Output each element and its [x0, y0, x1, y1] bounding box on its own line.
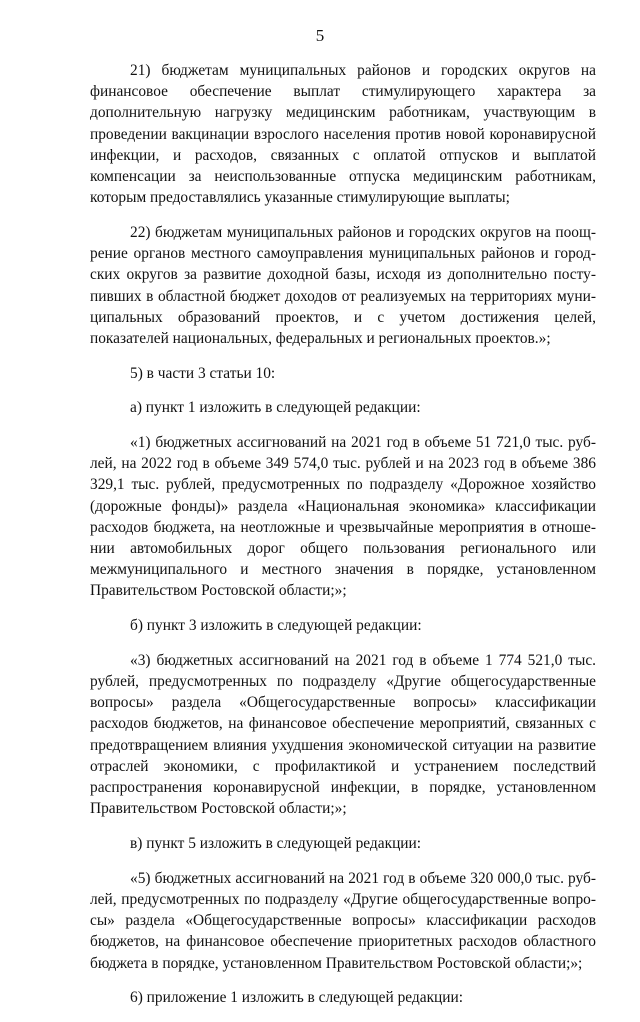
page-number: 5	[315, 26, 325, 45]
paragraph-subitem-b-intro: б) пункт 3 изложить в следующей редакции:	[130, 617, 422, 635]
paragraph-point-1-text: «1) бюджетных ассигнований на 2021 год в объеме 51 721,0 тыс. рублей, на 2022 год в объеме 349 574,0 тыс. рублей и на 2023 год в объеме 386 329,1 тыс. рублей, предусмотренных по подразделу «Дорожное хозяйство (дорожные фонды)» раздела «Национальная экономика» классификации расходов бюджета, на неотложные и чрезвычайные мероприятия в отношении автомобильных дорог общего пользования регионального или межмуниципального и местного значения в порядке, установленном Правительством Ростовской области;»;	[90, 434, 596, 600]
paragraph-item-6-appendix1: 6) приложение 1 изложить в следующей редакции:	[130, 989, 464, 1007]
paragraph-subitem-v-intro: в) пункт 5 изложить в следующей редакции:	[130, 835, 422, 852]
paragraph-point-3-text: «3) бюджетных ассигнований на 2021 год в объеме 1 774 521,0 тыс. рублей, предусмотренных по подразделу «Другие общегосударственные вопросы» раздела «Общегосударственные вопросы» классификации расходов бюджетов, на финансовое обеспечение мероприятий, связанных с предотвращением влияния ухудшения экономической ситуации на развитие отраслей экономики, с профилактикой и устранением последствий распространения коронавирусной инфекции, в порядке, установленном Правительством Ростовской области;»;	[90, 651, 596, 818]
paragraph-subitem-a-intro: а) пункт 1 изложить в следующей редакции:	[130, 399, 421, 417]
paragraph-item-22: 22) бюджетам муниципальных районов и городских округов на поощрение органов местного самоуправления муниципальных районов и городских округов за развитие доходной базы, исходя из дополнительно поступивших в областной бюджет доходов от реализуемых на территориях муниципальных образований проектов, и с учетом достижения целей, показателей национальных, федеральных и региональных проектов.»;	[90, 223, 596, 347]
paragraph-item-5-part3-article10: 5) в части 3 статьи 10:	[130, 364, 276, 382]
document-body	[90, 60, 596, 1022]
paragraph-point-5-text: «5) бюджетных ассигнований на 2021 год в объеме 320 000,0 тыс. рублей, предусмотренных по подразделу «Другие общегосударственные вопросы» раздела «Общегосударственные вопросы» классификации расходов бюджетов, на финансовое обеспечение приоритетных расходов областного бюджета в порядке, установленном Правительством Ростовской области;»;	[90, 869, 596, 972]
paragraph-item-21: 21) бюджетам муниципальных районов и городских округов на финансовое обеспечение выплат стимулирующего характера за дополнительную нагрузку медицинским работникам, участвующим в проведении вакцинации взрослого населения против новой коронавирусной инфекции, и расходов, связанных с оплатой отпусков и выплатой компенсации за неиспользованные отпуска медицинским работникам, которым предоставлялись указанные стимулирующие выплаты;	[90, 62, 596, 207]
